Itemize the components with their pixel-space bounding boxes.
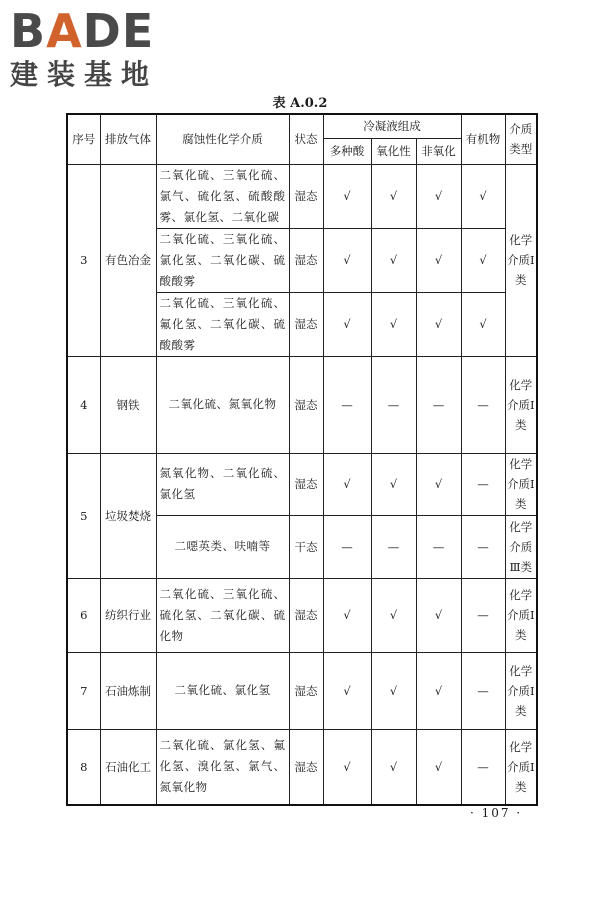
row-organic: √ [461,292,505,356]
row-polyacid: √ [323,729,371,805]
row-medium: 二氧化硫、氯化氢、氟化氢、溴化氢、氯气、氮氧化物 [156,729,289,805]
table-title: 表 A.0.2 [272,96,328,111]
row-medium: 二氧化硫、三氧化硫、硫化氢、二氧化碳、硫化物 [156,578,289,652]
row-state: 湿态 [289,356,323,453]
row-polyacid: √ [323,453,371,515]
row-no: 6 [67,578,100,652]
row-organic: — [461,356,505,453]
row-gas: 有色冶金 [100,164,156,356]
header-medium: 腐蚀性化学介质 [156,114,289,164]
row-organic: — [461,652,505,729]
header-nonoxidizing: 非氧化 [416,138,461,164]
row-polyacid: — [323,356,371,453]
row-medium: 二氧化硫、三氧化硫、氯化氢、二氧化碳、硫酸酸雾 [156,228,289,292]
row-type: 化学介质Ⅰ类 [505,729,537,805]
row-nonoxidizing: √ [416,164,461,228]
header-gas: 排放气体 [100,114,156,164]
row-medium: 氮氧化物、二氧化硫、氯化氢 [156,453,289,515]
row-state: 湿态 [289,292,323,356]
table-row [67,578,537,652]
row-type: 化学介质Ⅰ类 [505,578,537,652]
row-polyacid: √ [323,164,371,228]
row-oxidizing: √ [371,453,416,515]
row-nonoxidizing: √ [416,453,461,515]
row-no: 5 [67,453,100,578]
row-state: 湿态 [289,453,323,515]
row-gas: 钢铁 [100,356,156,453]
row-no: 7 [67,652,100,729]
logo [10,6,180,92]
table-row [67,164,537,228]
header-type: 介质类型 [505,114,537,164]
row-polyacid: √ [323,228,371,292]
row-organic: √ [461,228,505,292]
row-oxidizing: √ [371,578,416,652]
row-nonoxidizing: √ [416,652,461,729]
row-state: 干态 [289,515,323,578]
row-type: 化学介质Ⅲ类 [505,515,537,578]
row-oxidizing: √ [371,729,416,805]
row-organic: — [461,578,505,652]
row-polyacid: — [323,515,371,578]
header-organic: 有机物 [461,114,505,164]
row-nonoxidizing: √ [416,578,461,652]
table-row [67,729,537,805]
row-nonoxidizing: — [416,356,461,453]
row-type: 化学介质Ⅰ类 [505,164,537,356]
row-nonoxidizing: — [416,515,461,578]
row-polyacid: √ [323,292,371,356]
row-type: 化学介质Ⅰ类 [505,356,537,453]
row-oxidizing: √ [371,164,416,228]
row-no: 3 [67,164,100,356]
row-no: 8 [67,729,100,805]
row-no: 4 [67,356,100,453]
logo-subtitle: 建装基地 [10,58,159,91]
row-state: 湿态 [289,228,323,292]
row-nonoxidizing: √ [416,228,461,292]
table-row [67,652,537,729]
table-row [67,453,537,515]
row-gas: 石油炼制 [100,652,156,729]
row-polyacid: √ [323,652,371,729]
row-organic: — [461,729,505,805]
row-medium: 二氧化硫、氮氧化物 [156,356,289,453]
row-state: 湿态 [289,164,323,228]
page-number: · 107 · [470,806,523,820]
row-polyacid: √ [323,578,371,652]
row-nonoxidizing: √ [416,729,461,805]
header-oxidizing: 氧化性 [371,138,416,164]
row-gas: 纺织行业 [100,578,156,652]
row-nonoxidizing: √ [416,292,461,356]
row-oxidizing: — [371,356,416,453]
row-oxidizing: √ [371,292,416,356]
row-oxidizing: — [371,515,416,578]
header-condensate: 冷凝液组成 [323,114,461,138]
logo-wordmark: BADE [10,4,155,58]
row-organic: √ [461,164,505,228]
header-state: 状态 [289,114,323,164]
row-state: 湿态 [289,578,323,652]
row-state: 湿态 [289,652,323,729]
row-medium: 二氧化硫、氯化氢 [156,652,289,729]
row-medium: 二氧化硫、三氧化硫、氟化氢、二氧化碳、硫酸酸雾 [156,292,289,356]
row-state: 湿态 [289,729,323,805]
row-organic: — [461,515,505,578]
table-row [67,356,537,453]
row-type: 化学介质Ⅰ类 [505,453,537,515]
row-organic: — [461,453,505,515]
row-medium: 二氧化硫、三氧化硫、氯气、硫化氢、硫酸酸雾、氯化氢、二氧化碳 [156,164,289,228]
row-gas: 石油化工 [100,729,156,805]
row-type: 化学介质Ⅰ类 [505,652,537,729]
row-medium: 二噁英类、呋喃等 [156,515,289,578]
header-no: 序号 [67,114,100,164]
header-polyacid: 多种酸 [323,138,371,164]
row-gas: 垃圾焚烧 [100,453,156,578]
corrosive-media-table [66,113,538,806]
row-oxidizing: √ [371,652,416,729]
row-oxidizing: √ [371,228,416,292]
